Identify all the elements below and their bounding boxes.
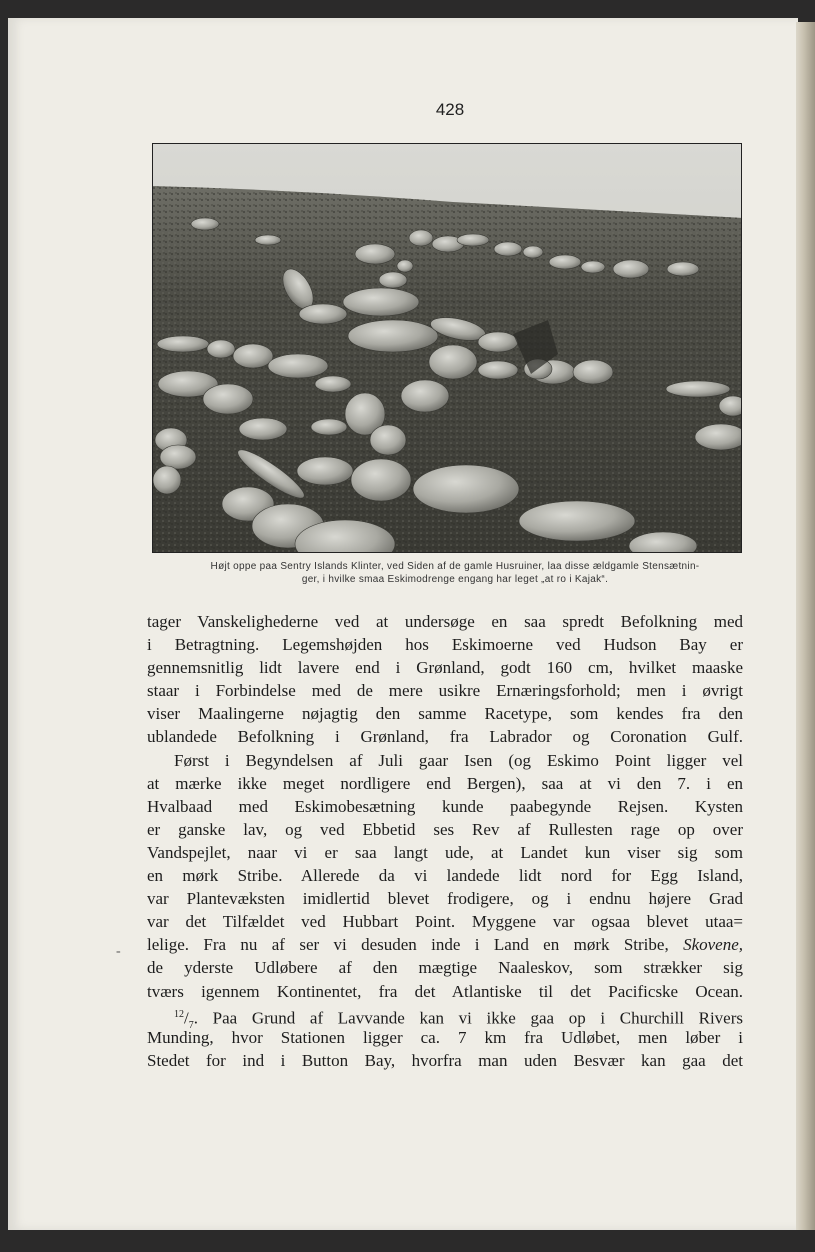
text-line: Hvalbaad med Eskimobesætning kunde paabegynde Rejsen. Kysten (147, 796, 743, 816)
text-line (147, 1003, 743, 1031)
italic-word: Skovene, (683, 935, 744, 955)
margin-mark: - (116, 944, 121, 959)
caption-line: Højt oppe paa Sentry Islands Klinter, ved Siden af de gamle Husruiner, laa disse ældgamle Stensætnin- (210, 561, 700, 572)
date-denominator: 7 (188, 1019, 194, 1031)
text-segment: Paa Grund af Lavvande kan vi ikke gaa op i Churchill Rivers (212, 1008, 743, 1028)
text-segment: lelige. Fra nu af ser vi desuden inde i Land en mørk Stribe, (147, 935, 669, 955)
date-slash: / (184, 1008, 189, 1028)
text-line: er ganske lav, og ved Ebbetid ses Rev af Rullesten rage op over (147, 819, 743, 839)
text-line: de yderste Udløbere af den mægtige Naaleskov, som strækker sig (147, 958, 743, 978)
text-line: Først i Begyndelsen af Juli gaar Isen (og Eskimo Point ligger vel (174, 750, 743, 770)
caption-line: ger, i hvilke smaa Eskimodrenge engang har leget „at ro i Kajak“. (301, 574, 609, 585)
date-period: . (193, 1008, 198, 1028)
text-line: i Betragtning. Legemshøjden hos Eskimoerne ved Hudson Bay er (147, 635, 743, 655)
text-line: Stedet for ind i Button Bay, hvorfra man uden Besvær kan gaa det (147, 1050, 743, 1070)
page-number: 428 (435, 100, 465, 119)
text-line: viser Maalingerne nøjagtig den samme Racetype, som kendes fra den (147, 704, 743, 724)
body-text (147, 610, 743, 1072)
text-line: en mørk Stribe. Allerede da vi landede lidt nord for Egg Island, (147, 866, 743, 886)
text-line: at mærke ikke meget nordligere end Bergen), saa at vi den 7. i en (147, 773, 743, 793)
text-line: Vandspejlet, naar vi er saa langt ude, at Landet kun viser sig som (147, 842, 743, 862)
text-line: gennemsnitlig lidt lavere end i Grønland, godt 160 cm, hvilket maaske (147, 658, 743, 678)
text-line: Munding, hvor Stationen ligger ca. 7 km fra Udløbet, men løber i (147, 1027, 743, 1047)
text-line: tværs igennem Kontinentet, fra det Atlantiske til det Pacificske Ocean. (147, 981, 743, 1001)
text-line: ublandede Befolkning i Grønland, fra Labrador og Coronation Gulf. (147, 727, 743, 747)
page-edge (796, 22, 815, 1230)
stones-photo-illustration (153, 144, 742, 553)
text-line: var Plantevæksten imidlertid blevet frodigere, og i endnu højere Grad (147, 889, 743, 909)
photo-caption (150, 560, 760, 586)
date-numerator: 12 (174, 1008, 184, 1020)
text-line: var det Tilfældet ved Hubbart Point. Myggene var ogsaa blevet utaa= (147, 912, 743, 932)
text-line: tager Vanskelighederne ved at undersøge en saa spredt Befolkning med (147, 612, 743, 631)
text-line: staar i Forbindelse med de mere usikre Ernæringsforhold; men i øvrigt (147, 681, 743, 701)
text-line (147, 933, 743, 956)
photograph (152, 143, 742, 553)
